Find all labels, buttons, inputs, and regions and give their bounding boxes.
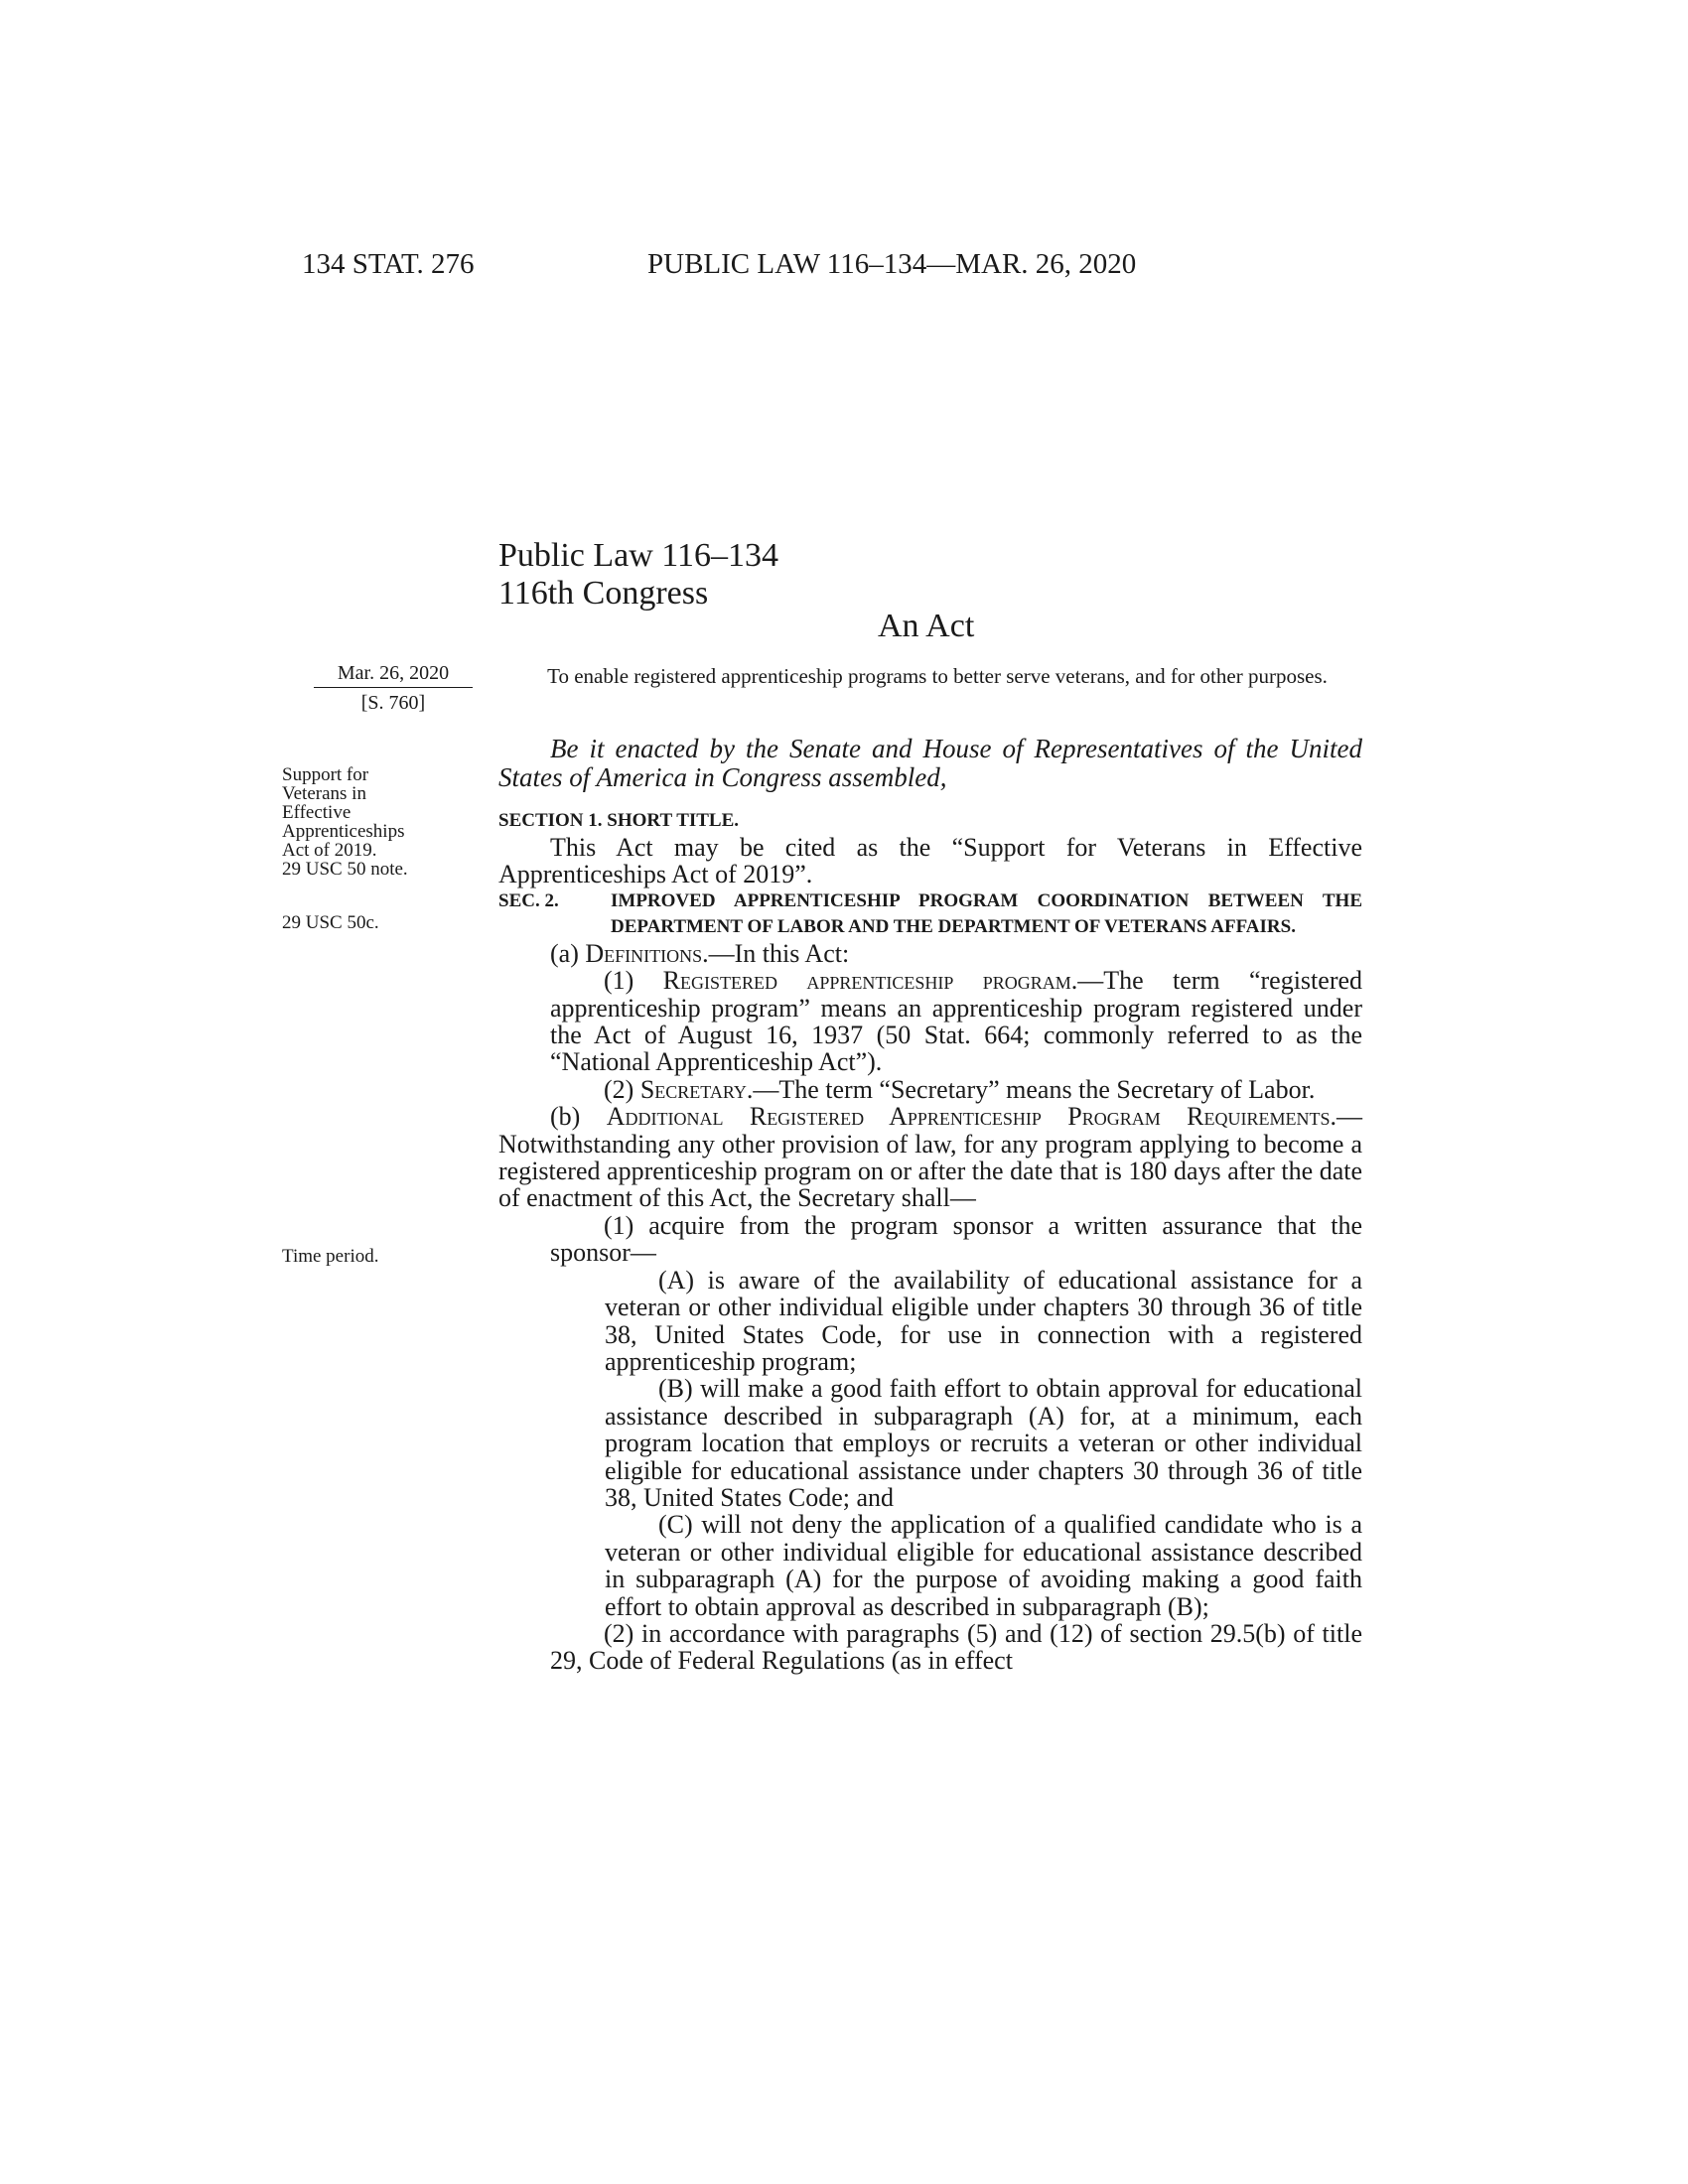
subparagraph-b1A: (A) is aware of the availability of educational assistance for a veteran or other individual eligible under chapters 30 through 36 of title 38, United States Code, for use in connection with a registered apprenticeship program;	[605, 1265, 1362, 1376]
section-2-heading	[498, 888, 1362, 940]
subsection-a-label: (a)	[550, 938, 579, 968]
margin-note-line: 29 USC 50 note.	[282, 859, 408, 880]
subsection-a-heading: Definitions	[585, 938, 703, 968]
subparagraph-b1B: (B) will make a good faith effort to obtain approval for educational assistance described in subparagraph (A) for, at a minimum, each program location that employs or recruits a veteran or other individual eligible for educational assistance under chapters 30 through 36 of title 38, United States Code; and	[605, 1374, 1362, 1512]
margin-bill-number: [S. 760]	[360, 692, 426, 714]
paragraph-a1-heading: Registered apprenticeship program	[662, 966, 1071, 996]
enacting-clause: Be it enacted by the Senate and House of Representatives of the United States of America in Congress assembled,	[498, 734, 1362, 792]
margin-rule	[314, 687, 473, 688]
paragraph-a1	[498, 967, 1362, 1076]
act-heading: An Act	[878, 608, 975, 644]
paragraph-a1-text: .—The term “registered apprenticeship program” means an apprenticeship program registered under the Act of August 16, 1937 (50 Stat. 664; commonly referred to as the “National Apprenticeship Act”).	[550, 966, 1363, 1077]
subsection-b	[498, 1103, 1362, 1212]
margin-note-line: Support for	[282, 764, 369, 785]
margin-note-line: Act of 2019.	[282, 840, 377, 861]
subparagraph-b1C: (C) will not deny the application of a qualified candidate who is a veteran or other individual eligible for educational assistance described in subparagraph (A) for the purpose of avoiding making a good faith effort to obtain approval as described in subparagraph (B);	[605, 1510, 1362, 1621]
subsection-b-label: (b)	[550, 1102, 581, 1132]
section-1-text: This Act may be cited as the “Support for Veterans in Effective Apprenticeships Act of 2019”.	[498, 833, 1362, 889]
margin-time-period-note: Time period.	[282, 1246, 379, 1267]
margin-sec2-note: 29 USC 50c.	[282, 912, 379, 933]
paragraph-a2-label: (2)	[604, 1074, 634, 1104]
section-2-title: IMPROVED APPRENTICESHIP PROGRAM COORDINATION BETWEEN THE DEPARTMENT OF LABOR AND THE DEPARTMENT OF VETERANS AFFAIRS.	[611, 889, 1362, 937]
paragraph-a2-text: .—The term “Secretary” means the Secretary of Labor.	[746, 1074, 1316, 1104]
running-title: PUBLIC LAW 116–134—MAR. 26, 2020	[647, 248, 1137, 280]
subsection-b-heading: Additional Registered Apprenticeship Program Requirements	[606, 1102, 1331, 1132]
margin-note-line: Effective	[282, 802, 352, 823]
margin-note-line: Apprenticeships	[282, 821, 405, 842]
running-header	[0, 248, 1688, 288]
paragraph-a1-label: (1)	[604, 966, 634, 996]
stat-page-number: 134 STAT. 276	[302, 248, 475, 280]
law-number: Public Law 116–134	[498, 537, 779, 574]
paragraph-a2-heading: Secretary	[639, 1074, 747, 1104]
paragraph-b2: (2) in accordance with paragraphs (5) and (12) of section 29.5(b) of title 29, Code of Federal Regulations (as in effect	[550, 1618, 1362, 1676]
paragraph-b1: (1) acquire from the program sponsor a written assurance that the sponsor—	[550, 1210, 1362, 1268]
subsection-a-text: .—In this Act:	[702, 938, 850, 968]
margin-note-line: Veterans in	[282, 783, 366, 804]
margin-date: Mar. 26, 2020	[337, 662, 450, 684]
congress-number: 116th Congress	[498, 575, 709, 612]
long-title: To enable registered apprenticeship programs to better serve veterans, and for other purposes.	[547, 664, 1328, 688]
section-1-heading: SECTION 1. SHORT TITLE.	[498, 810, 740, 831]
margin-short-title-note	[282, 765, 481, 879]
act-body	[498, 735, 1362, 1675]
subsection-b-text: .—Notwithstanding any other provision of law, for any program applying to become a registered apprenticeship program on or after the date that is 180 days after the date of enactment of this Act, the Secretary shall—	[498, 1102, 1363, 1213]
section-2-number: SEC. 2.	[498, 889, 559, 911]
subsection-a	[498, 940, 1362, 967]
paragraph-a2	[498, 1076, 1362, 1103]
